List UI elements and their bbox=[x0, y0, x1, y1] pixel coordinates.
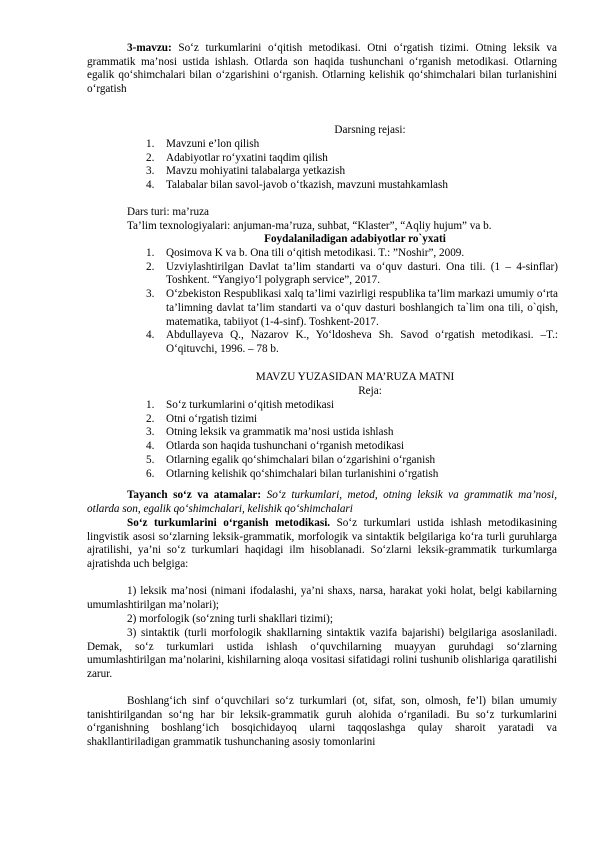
lecture-title: MAVZU YUZASIDAN MA’RUZA MATNI bbox=[255, 371, 455, 383]
body-paragraph-1: So‘z turkumlarini o‘rganish metodikasi. So‘z turkumlari ustida ishlash metodikasining lingvistik asosi so‘zlarning leksik-grammatik, morfologik va sintaktik belgilariga ko‘ra turli guruhlarga ajratilishi, ya’ni so‘z turkumlari haqidagi ilm hisoblanadi. So‘zlarni leksik-grammatik turkumlarga ajratishda uch belgiga: bbox=[87, 517, 557, 571]
list-item: 2. Otni o‘rgatish tizimi bbox=[146, 412, 258, 425]
list-item: 3. Otning leksik va grammatik ma’nosi ustida ishlash bbox=[146, 426, 394, 439]
list-item: 4. Talabalar bilan savol-javob o‘tkazish, mavzuni mustahkamlash bbox=[146, 179, 448, 192]
keywords-label: Tayanch so‘z va atamalar: bbox=[127, 489, 262, 501]
keywords-text: So‘z turkumlari, metod, otning leksik va grammatik ma’nosi, otlarda son, egalik qo‘shimchalari, kelishik qo‘shimchalari bbox=[87, 489, 557, 515]
topic-label: 3-mavzu: bbox=[127, 42, 172, 54]
reja-title: Reja: bbox=[358, 385, 382, 397]
list-item: 3. O‘zbekiston Respublikasi xalq ta’limi vazirligi respublika ta’lim markazi umumiy o‘rta ta’limning davlat ta’lim standarti va o‘quv dasturi boshlangich ta`lim ona tili, o`qish, matematika, tabiiyot (1-4-sinf). Toshkent-2017. bbox=[146, 288, 558, 328]
list-item: 3. Mavzu mohiyatini talabalarga yetkazish bbox=[146, 165, 346, 178]
list-item: 1. So‘z turkumlarini o‘qitish metodikasi bbox=[146, 399, 335, 411]
list-item: 2. Adabiyotlar ro‘yxatini taqdim qilish bbox=[146, 151, 328, 164]
body-paragraph-5: Boshlang‘ich sinf o‘quvchilari so‘z turkumlari (ot, sifat, son, olmosh, fe’l) bilan umumiy tanishtirilgandan so‘ng har bir leksik-grammatik guruh alohida o‘rganiladi. Bu so‘z turkumlarini o‘rganishning boshlang‘ich bosqichidayoq ularni taqqoslashga qulay sharoit yaratadi va shakllantiriladigan grammatik tushunchaning asosiy tomonlarini bbox=[87, 695, 557, 749]
topic-paragraph bbox=[87, 42, 557, 97]
body-paragraph-4: 3) sintaktik (turli morfologik shakllarning sintaktik vazifa bajarishi) belgilariga asoslaniladi. Demak, so‘z turkumlari ustida ishlash o‘quvchilarning muayyan guruhdagi so‘zlarning umumlashtirilgan ma’nolarini, kishilarning aloqa vositasi sifatidagi rolini tushunib olishlariga qaratilishi zarur. bbox=[87, 627, 557, 681]
literature-title: Foydalaniladigan adabiyotlar ro`yxati bbox=[264, 233, 446, 245]
list-item: 6. Otlarning kelishik qo‘shimchalari bilan turlanishini o‘rgatish bbox=[146, 467, 439, 480]
technologies: Ta’lim texnologiyalari: anjuman-ma’ruza, suhbat, “Klaster”, “Aqliy hujum” va b. bbox=[127, 220, 492, 232]
list-item: 2. Uzviylashtirilgan Davlat ta’lim standarti va o‘quv dasturi. Ona tili. (1 – 4-sinflar) Toshkent. “Yangiyo‘l polygraph service”, 2017. bbox=[146, 260, 558, 287]
body-paragraph-2: 1) leksik ma’nosi (nimani ifodalashi, ya’ni shaxs, narsa, harakat yoki holat, belgi kabilarning umumlashtirilgan ma’nolari); bbox=[87, 585, 557, 611]
plan-title: Darsning rejasi: bbox=[334, 124, 406, 136]
literature-list bbox=[146, 247, 558, 357]
plan-list bbox=[146, 138, 558, 193]
reja-list bbox=[146, 399, 558, 481]
topic-text: So‘z turkumlarini o‘qitish metodikasi. Otni o‘rgatish tizimi. Otning leksik va grammatik ma’nosi ustida ishlash. Otlarda son haqida tushunchani o‘rganish metodikasi. Otlarning egalik qo‘shimchalari bilan o‘zgarishini o‘rganish. Otlarning kelishik qo‘shimchalari bilan turlanishini o‘rgatish bbox=[87, 42, 557, 96]
list-item: 4. Abdullayeva Q., Nazarov K., Yo‘ldosheva Sh. Savod o‘rgatish metodikasi. –T.: O‘qituvchi, 1996. – 78 b. bbox=[146, 329, 558, 355]
list-item: 5. Otlarning egalik qo‘shimchalari bilan o‘zgarishini o‘rganish bbox=[146, 453, 436, 466]
list-item: 1. Mavzuni e’lon qilish bbox=[146, 138, 260, 150]
keywords-paragraph bbox=[87, 489, 557, 516]
body-paragraph-3: 2) morfologik (so‘zning turli shakllari tizimi); bbox=[127, 613, 333, 625]
lesson-type: Dars turi: ma’ruza bbox=[127, 206, 210, 218]
list-item: 1. Qosimova K va b. Ona tili o‘qitish metodikasi. T.: ”Noshir”, 2009. bbox=[146, 247, 465, 259]
list-item: 4. Otlarda son haqida tushunchani o‘rganish metodikasi bbox=[146, 440, 405, 453]
